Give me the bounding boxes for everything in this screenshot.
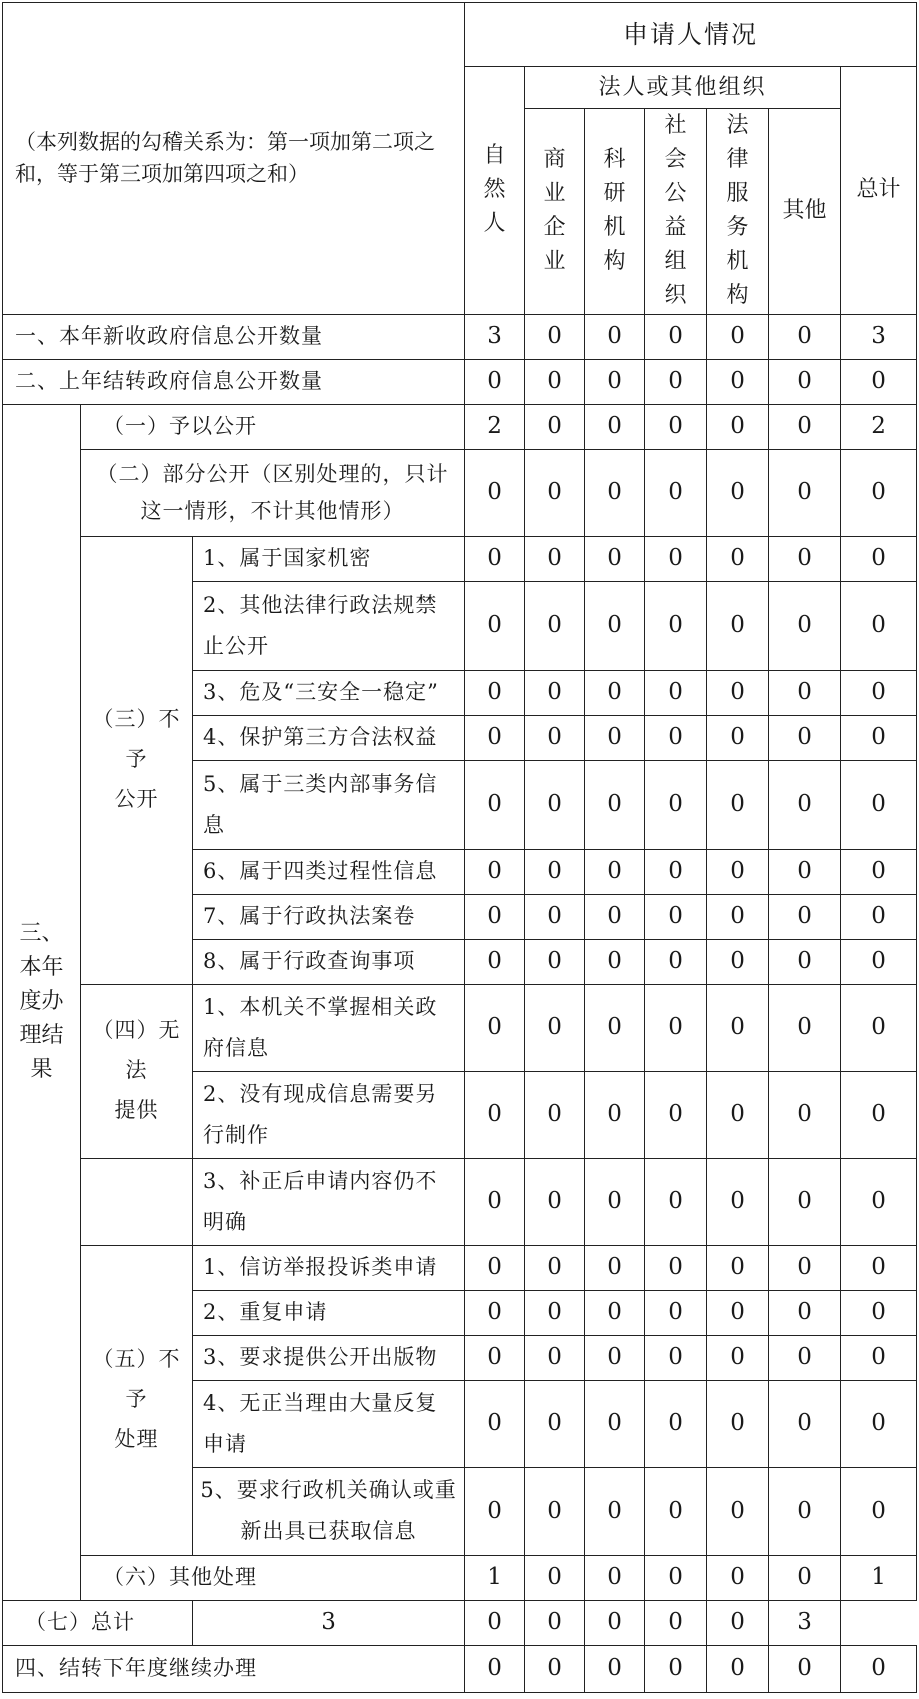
cell-value: 3 bbox=[193, 1600, 465, 1645]
table-row bbox=[3, 1645, 917, 1692]
cell-value: 0 bbox=[769, 1290, 841, 1335]
cell-value: 0 bbox=[525, 1380, 585, 1467]
cell-value: 0 bbox=[645, 1467, 707, 1555]
cell-value: 0 bbox=[585, 1071, 645, 1158]
cell-value: 0 bbox=[841, 984, 917, 1071]
cell-value: 0 bbox=[769, 1380, 841, 1467]
table-row bbox=[3, 984, 917, 1071]
cell-value: 0 bbox=[769, 581, 841, 670]
cell-value: 0 bbox=[769, 1645, 841, 1692]
cell-value: 0 bbox=[769, 359, 841, 404]
cell-value: 0 bbox=[525, 314, 585, 359]
cell-value: 0 bbox=[707, 1290, 769, 1335]
cell-value: 0 bbox=[841, 536, 917, 581]
cell-value: 0 bbox=[585, 1158, 645, 1245]
cell-value: 0 bbox=[769, 1555, 841, 1600]
cell-value: 0 bbox=[465, 984, 525, 1071]
cell-value: 0 bbox=[645, 1335, 707, 1380]
cell-value: 0 bbox=[707, 849, 769, 894]
cell-value: 0 bbox=[769, 894, 841, 939]
section3-group-label: 三、 本年 度办 理结 果 bbox=[3, 404, 81, 1600]
cell-value: 0 bbox=[585, 1335, 645, 1380]
cell-value: 0 bbox=[465, 894, 525, 939]
cell-value: 0 bbox=[465, 1645, 525, 1692]
cell-value: 0 bbox=[585, 449, 645, 536]
cell-value: 0 bbox=[645, 359, 707, 404]
row-label: 2、其他法律行政法规禁止公开 bbox=[193, 581, 465, 670]
cell-value: 0 bbox=[707, 1555, 769, 1600]
cell-value: 2 bbox=[465, 404, 525, 449]
cell-value: 0 bbox=[707, 1645, 769, 1692]
cell-value: 0 bbox=[707, 1245, 769, 1290]
cell-value: 0 bbox=[645, 1645, 707, 1692]
cell-value: 0 bbox=[707, 1335, 769, 1380]
cell-value: 0 bbox=[841, 1645, 917, 1692]
cell-value: 2 bbox=[841, 404, 917, 449]
cell-value: 0 bbox=[525, 1071, 585, 1158]
cell-value: 3 bbox=[465, 314, 525, 359]
cell-value: 0 bbox=[769, 404, 841, 449]
cell-value: 0 bbox=[525, 1645, 585, 1692]
cell-value: 0 bbox=[465, 1380, 525, 1467]
cell-value: 0 bbox=[645, 1555, 707, 1600]
row-label: 二、上年结转政府信息公开数量 bbox=[3, 359, 465, 404]
cell-value: 0 bbox=[707, 1467, 769, 1555]
cell-value: 0 bbox=[525, 581, 585, 670]
cell-value: 0 bbox=[707, 581, 769, 670]
cell-value: 0 bbox=[585, 760, 645, 849]
cell-value: 0 bbox=[841, 939, 917, 984]
cell-value: 0 bbox=[841, 1245, 917, 1290]
cell-value: 0 bbox=[525, 1290, 585, 1335]
cell-value: 0 bbox=[841, 1380, 917, 1467]
cell-value: 0 bbox=[841, 894, 917, 939]
cell-value: 0 bbox=[525, 1245, 585, 1290]
col-total: 总计 bbox=[841, 67, 917, 315]
cell-value: 0 bbox=[525, 670, 585, 715]
cell-value: 0 bbox=[525, 715, 585, 760]
legal-persons-group-header: 法人或其他组织 bbox=[525, 67, 841, 109]
cell-value: 0 bbox=[645, 314, 707, 359]
cell-value: 0 bbox=[769, 1158, 841, 1245]
cell-value: 0 bbox=[585, 581, 645, 670]
cell-value: 0 bbox=[841, 849, 917, 894]
cell-value: 0 bbox=[645, 894, 707, 939]
cell-value: 0 bbox=[525, 1555, 585, 1600]
cell-value: 0 bbox=[769, 760, 841, 849]
cell-value: 0 bbox=[585, 404, 645, 449]
cell-value: 0 bbox=[769, 1071, 841, 1158]
row-label: （二）部分公开（区别处理的，只计这一情形，不计其他情形） bbox=[81, 449, 465, 536]
col-natural-person: 自 然 人 bbox=[465, 67, 525, 315]
cell-value: 0 bbox=[645, 404, 707, 449]
cell-value: 0 bbox=[465, 760, 525, 849]
cell-value: 0 bbox=[707, 314, 769, 359]
cell-value: 0 bbox=[841, 760, 917, 849]
cell-value: 0 bbox=[465, 849, 525, 894]
row-label: 4、无正当理由大量反复申请 bbox=[193, 1380, 465, 1467]
cell-value: 0 bbox=[707, 939, 769, 984]
empty-group-cell bbox=[81, 1158, 193, 1245]
row-label: 3、危及“三安全一稳定” bbox=[193, 670, 465, 715]
cell-value: 0 bbox=[645, 670, 707, 715]
cell-value: 0 bbox=[645, 1290, 707, 1335]
cell-value: 0 bbox=[465, 670, 525, 715]
table-row bbox=[3, 404, 917, 449]
cell-value: 0 bbox=[707, 1380, 769, 1467]
cell-value: 0 bbox=[707, 894, 769, 939]
cell-value: 0 bbox=[769, 849, 841, 894]
cell-value: 0 bbox=[465, 1335, 525, 1380]
table-row bbox=[3, 359, 917, 404]
row-label: 4、保护第三方合法权益 bbox=[193, 715, 465, 760]
cell-value: 0 bbox=[841, 1290, 917, 1335]
row-label: 2、没有现成信息需要另行制作 bbox=[193, 1071, 465, 1158]
cell-value: 0 bbox=[585, 1467, 645, 1555]
cell-value: 0 bbox=[707, 536, 769, 581]
cell-value: 0 bbox=[525, 359, 585, 404]
cell-value: 0 bbox=[645, 715, 707, 760]
cell-value: 0 bbox=[707, 760, 769, 849]
table-row bbox=[3, 1158, 917, 1245]
cell-value: 0 bbox=[585, 849, 645, 894]
cell-value: 0 bbox=[841, 1335, 917, 1380]
cell-value: 0 bbox=[707, 1600, 769, 1645]
cell-value: 0 bbox=[585, 1380, 645, 1467]
cell-value: 0 bbox=[707, 359, 769, 404]
cell-value: 0 bbox=[769, 1245, 841, 1290]
cell-value: 0 bbox=[525, 1600, 585, 1645]
cell-value: 0 bbox=[645, 536, 707, 581]
table-row bbox=[3, 314, 917, 359]
cell-value: 0 bbox=[707, 984, 769, 1071]
cell-value: 0 bbox=[465, 536, 525, 581]
cell-value: 0 bbox=[645, 449, 707, 536]
cell-value: 0 bbox=[769, 670, 841, 715]
cell-value: 0 bbox=[645, 1071, 707, 1158]
table-row bbox=[3, 1245, 917, 1290]
cell-value: 0 bbox=[465, 359, 525, 404]
cell-value: 0 bbox=[585, 314, 645, 359]
cell-value: 0 bbox=[465, 1158, 525, 1245]
cell-value: 0 bbox=[585, 894, 645, 939]
gov-info-disclosure-table bbox=[2, 2, 917, 1693]
row-label: 1、属于国家机密 bbox=[193, 536, 465, 581]
cell-value: 0 bbox=[707, 715, 769, 760]
cell-value: 0 bbox=[585, 536, 645, 581]
row-label: 2、重复申请 bbox=[193, 1290, 465, 1335]
cell-value: 0 bbox=[769, 984, 841, 1071]
cell-value: 0 bbox=[707, 1158, 769, 1245]
cell-value: 0 bbox=[707, 404, 769, 449]
cell-value: 0 bbox=[645, 1245, 707, 1290]
col-commercial-enterprise: 商 业 企 业 bbox=[525, 109, 585, 315]
row-label: 1、信访举报投诉类申请 bbox=[193, 1245, 465, 1290]
col-social-welfare-org: 社 会 公 益 组 织 bbox=[645, 109, 707, 315]
cell-value: 0 bbox=[841, 1158, 917, 1245]
cannot-provide-group-label: （四）无 法 提供 bbox=[81, 984, 193, 1158]
not-processed-group-label: （五）不 予 处理 bbox=[81, 1245, 193, 1555]
cell-value: 3 bbox=[769, 1600, 841, 1645]
cell-value: 1 bbox=[465, 1555, 525, 1600]
row-label: 1、本机关不掌握相关政府信息 bbox=[193, 984, 465, 1071]
not-disclosed-group-label: （三）不 予 公开 bbox=[81, 536, 193, 984]
table-row bbox=[3, 1600, 917, 1645]
row-label: 7、属于行政执法案卷 bbox=[193, 894, 465, 939]
cell-value: 0 bbox=[645, 1600, 707, 1645]
cell-value: 0 bbox=[465, 939, 525, 984]
col-legal-service-org: 法 律 服 务 机 构 bbox=[707, 109, 769, 315]
row-label: 6、属于四类过程性信息 bbox=[193, 849, 465, 894]
row-label: 四、结转下年度继续办理 bbox=[3, 1645, 465, 1692]
cell-value: 0 bbox=[769, 715, 841, 760]
cell-value: 0 bbox=[525, 536, 585, 581]
cell-value: 0 bbox=[525, 760, 585, 849]
cell-value: 0 bbox=[769, 939, 841, 984]
cell-value: 0 bbox=[841, 581, 917, 670]
cell-value: 0 bbox=[585, 984, 645, 1071]
cell-value: 0 bbox=[465, 449, 525, 536]
cell-value: 0 bbox=[525, 404, 585, 449]
cell-value: 0 bbox=[525, 1467, 585, 1555]
row-label: 3、要求提供公开出版物 bbox=[193, 1335, 465, 1380]
cell-value: 0 bbox=[465, 1600, 525, 1645]
cell-value: 0 bbox=[841, 1071, 917, 1158]
row-label: （七）总计 bbox=[3, 1600, 193, 1645]
cell-value: 0 bbox=[585, 1600, 645, 1645]
cell-value: 0 bbox=[525, 449, 585, 536]
cell-value: 0 bbox=[769, 1335, 841, 1380]
cell-value: 0 bbox=[645, 760, 707, 849]
cell-value: 0 bbox=[645, 849, 707, 894]
table-note: （本列数据的勾稽关系为：第一项加第二项之和，等于第三项加第四项之和） bbox=[3, 3, 465, 315]
cell-value: 0 bbox=[525, 849, 585, 894]
table-row bbox=[3, 449, 917, 536]
table-row bbox=[3, 536, 917, 581]
cell-value: 0 bbox=[841, 670, 917, 715]
cell-value: 0 bbox=[769, 449, 841, 536]
cell-value: 0 bbox=[585, 1645, 645, 1692]
row-label: 5、要求行政机关确认或重新出具已获取信息 bbox=[193, 1467, 465, 1555]
cell-value: 0 bbox=[525, 939, 585, 984]
cell-value: 0 bbox=[841, 359, 917, 404]
cell-value: 0 bbox=[585, 670, 645, 715]
cell-value: 0 bbox=[769, 314, 841, 359]
cell-value: 0 bbox=[525, 1158, 585, 1245]
cell-value: 0 bbox=[645, 1158, 707, 1245]
cell-value: 0 bbox=[645, 1380, 707, 1467]
cell-value: 3 bbox=[841, 314, 917, 359]
cell-value: 0 bbox=[525, 984, 585, 1071]
cell-value: 0 bbox=[645, 939, 707, 984]
cell-value: 0 bbox=[841, 715, 917, 760]
row-label: 5、属于三类内部事务信息 bbox=[193, 760, 465, 849]
cell-value: 0 bbox=[645, 984, 707, 1071]
cell-value: 0 bbox=[645, 581, 707, 670]
row-label: 8、属于行政查询事项 bbox=[193, 939, 465, 984]
cell-value: 0 bbox=[585, 939, 645, 984]
cell-value: 0 bbox=[769, 536, 841, 581]
cell-value: 0 bbox=[465, 1467, 525, 1555]
cell-value: 0 bbox=[465, 1071, 525, 1158]
cell-value: 0 bbox=[525, 1335, 585, 1380]
cell-value: 0 bbox=[585, 715, 645, 760]
cell-value: 0 bbox=[585, 359, 645, 404]
cell-value: 1 bbox=[841, 1555, 917, 1600]
cell-value: 0 bbox=[525, 894, 585, 939]
cell-value: 0 bbox=[707, 449, 769, 536]
row-label: （六）其他处理 bbox=[81, 1555, 465, 1600]
row-label: 3、补正后申请内容仍不明确 bbox=[193, 1158, 465, 1245]
cell-value: 0 bbox=[585, 1555, 645, 1600]
row-label: （一）予以公开 bbox=[81, 404, 465, 449]
cell-value: 0 bbox=[465, 1245, 525, 1290]
table-row bbox=[3, 1555, 917, 1600]
cell-value: 0 bbox=[769, 1467, 841, 1555]
row-label: 一、本年新收政府信息公开数量 bbox=[3, 314, 465, 359]
cell-value: 0 bbox=[841, 1467, 917, 1555]
cell-value: 0 bbox=[707, 670, 769, 715]
cell-value: 0 bbox=[465, 715, 525, 760]
col-research-institution: 科 研 机 构 bbox=[585, 109, 645, 315]
cell-value: 0 bbox=[707, 1071, 769, 1158]
cell-value: 0 bbox=[465, 1290, 525, 1335]
cell-value: 0 bbox=[465, 581, 525, 670]
cell-value: 0 bbox=[841, 449, 917, 536]
applicant-situation-header: 申请人情况 bbox=[465, 3, 917, 67]
cell-value: 0 bbox=[585, 1245, 645, 1290]
cell-value: 0 bbox=[585, 1290, 645, 1335]
col-other: 其他 bbox=[769, 109, 841, 315]
